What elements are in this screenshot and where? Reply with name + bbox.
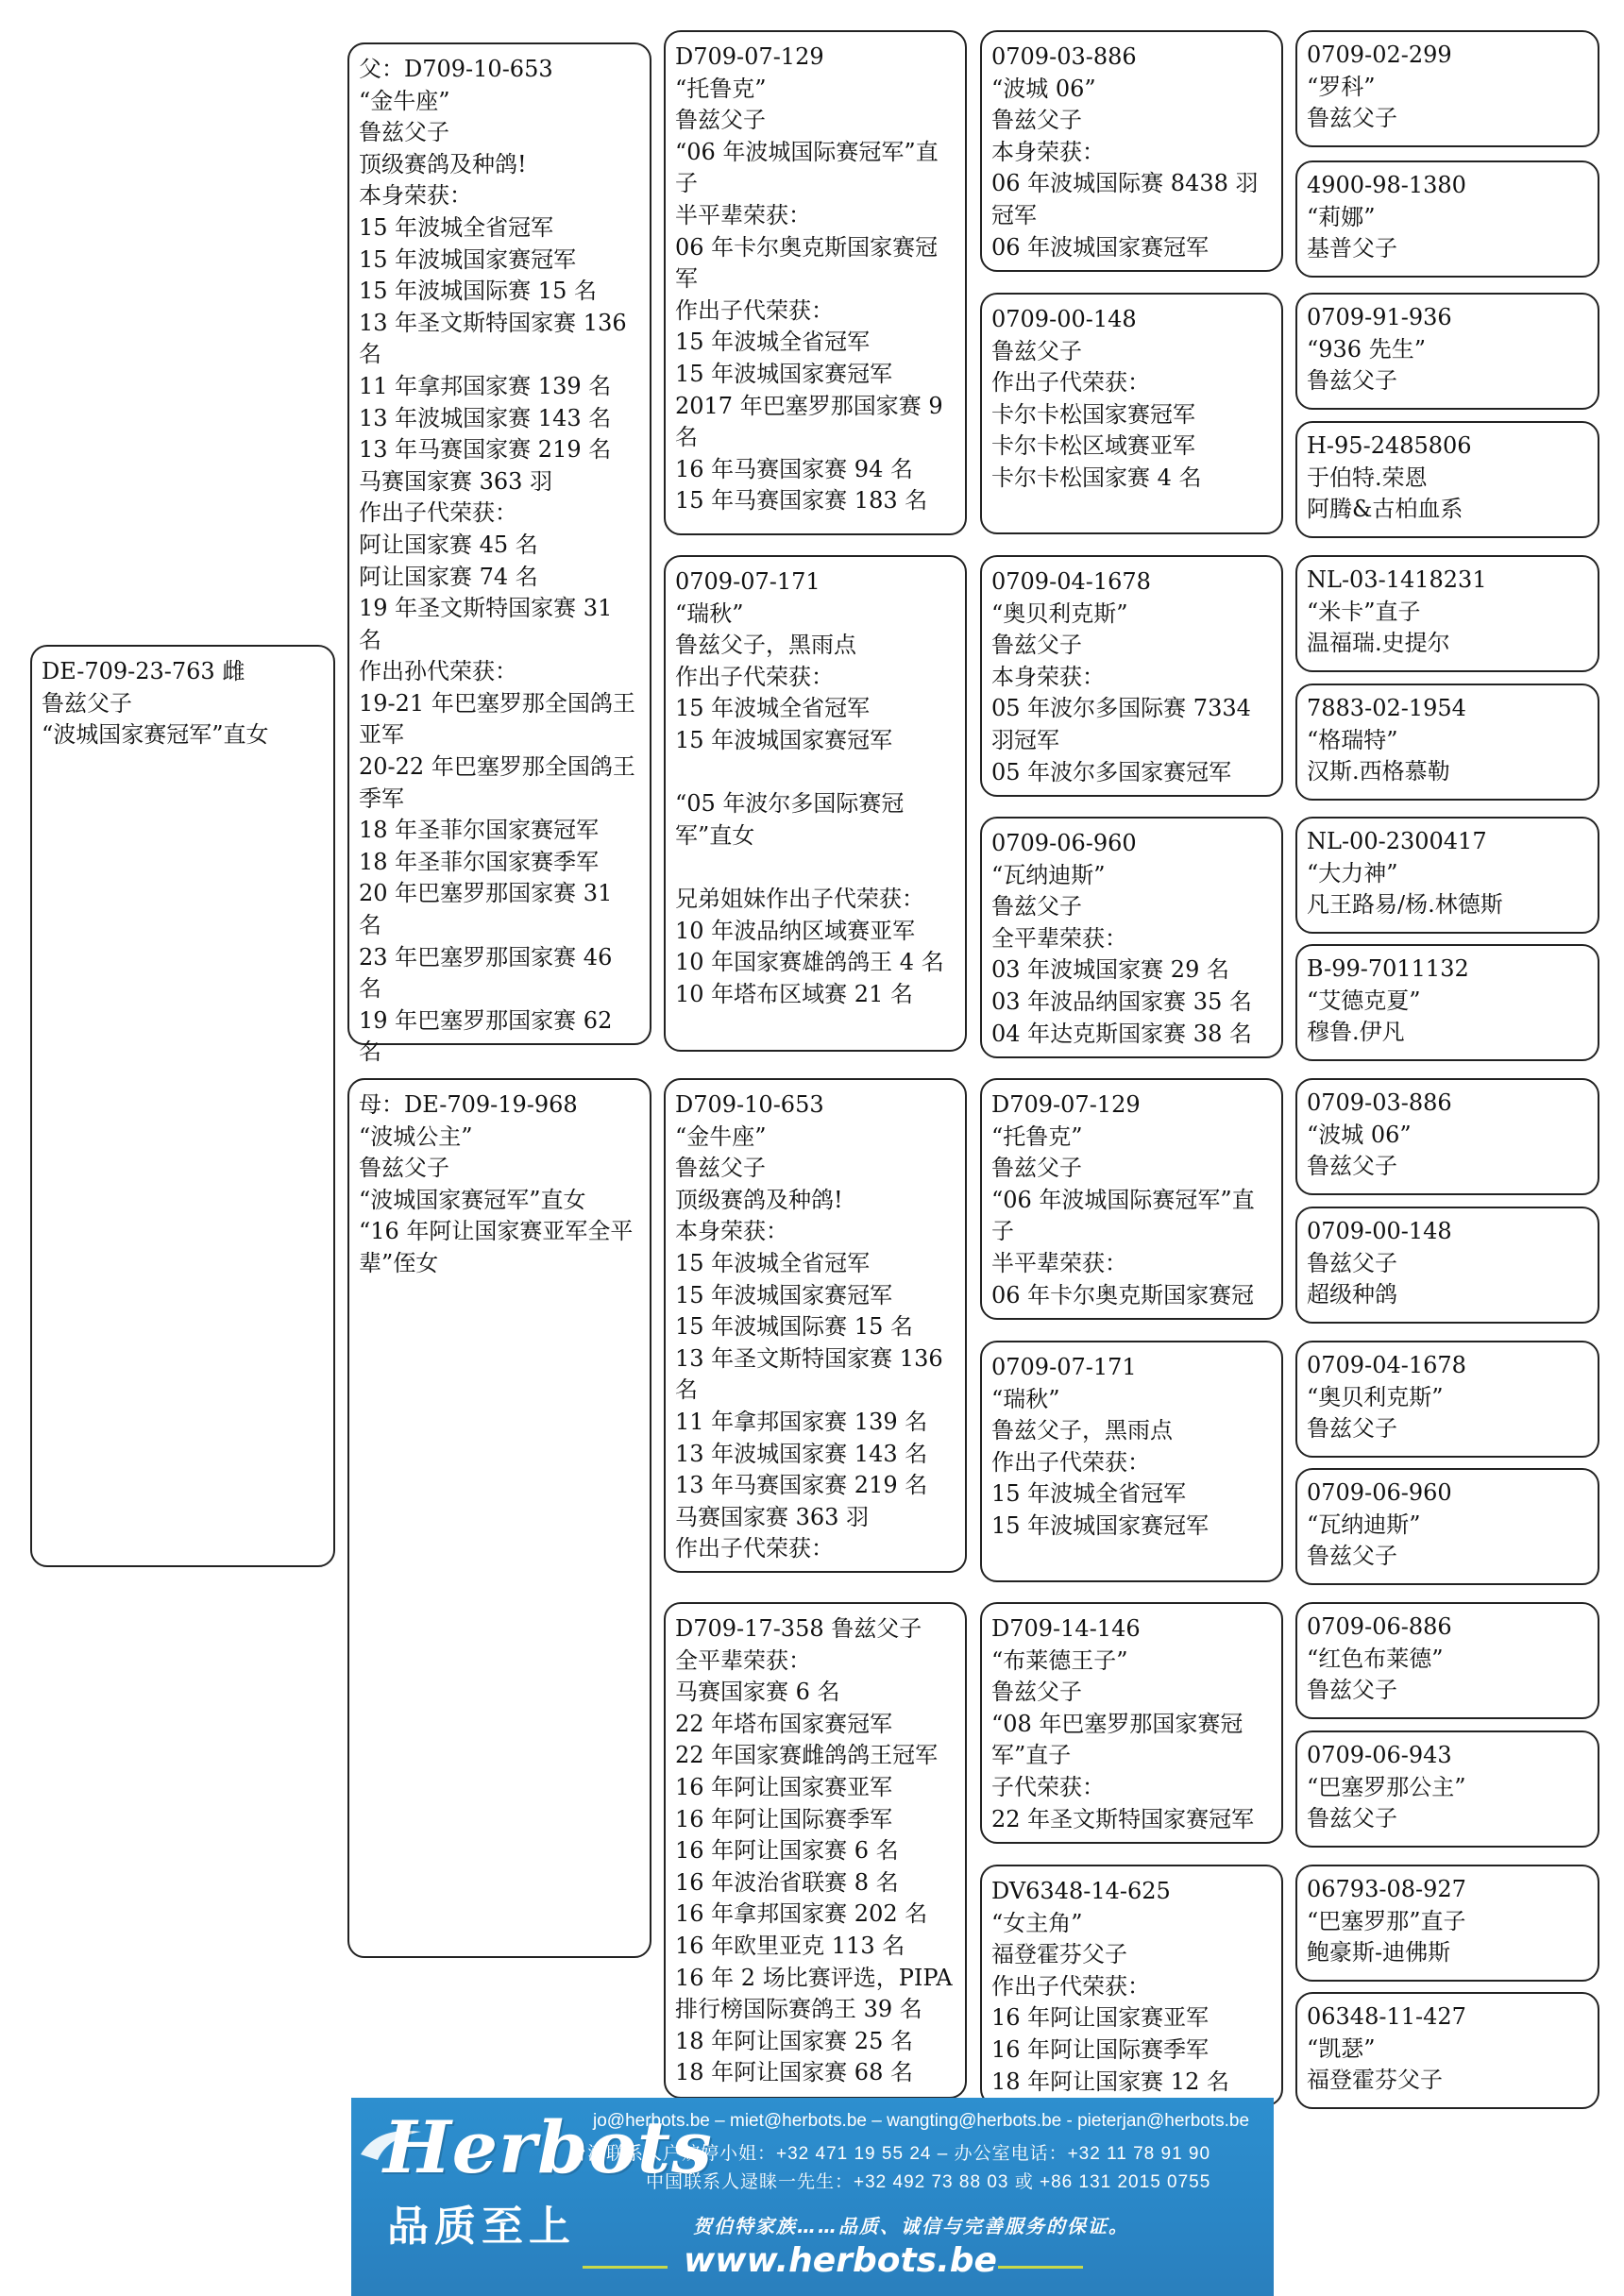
card-line: NL-00-2300417	[1307, 828, 1487, 854]
card-line: 06348-11-427	[1307, 2003, 1466, 2030]
card-line: 23 年巴塞罗那国家赛 46 名	[359, 943, 619, 1003]
card-line: 15 年波城国家赛冠军	[675, 1281, 893, 1308]
ggp-card-6	[980, 1341, 1283, 1582]
dam-sire-card	[664, 1078, 967, 1573]
card-line: “波城 06”	[1307, 1121, 1412, 1148]
card-line: 作出子代荣获：	[675, 1535, 834, 1562]
card-line: 鲁兹父子	[991, 1679, 1082, 1706]
subject-pigeon-card	[30, 645, 335, 1567]
card-line: DV6348-14-625	[991, 1878, 1171, 1904]
card-line: 18 年阿让国家赛 68 名	[675, 2059, 913, 2086]
card-line: 鲁兹父子	[42, 689, 132, 717]
card-line: “06 年波城国际赛冠军”直子	[991, 1186, 1255, 1245]
card-line: “波城公主”	[359, 1123, 473, 1150]
card-line: 16 年阿让国际赛季军	[675, 1805, 893, 1832]
herbots-logo: Herbots	[383, 2105, 713, 2189]
card-line: 卡尔卡松国家赛 4 名	[991, 464, 1202, 491]
card-line: 0709-07-171	[991, 1354, 1137, 1380]
website-link[interactable]: www.herbots.be	[684, 2241, 997, 2280]
card-line: 18 年阿让国家赛 25 名	[675, 2027, 913, 2054]
ggp-card-3	[980, 555, 1283, 797]
card-line: 0709-04-1678	[991, 568, 1151, 595]
card-line: 卡尔卡松区域赛亚军	[991, 432, 1195, 460]
ggp-card-1	[980, 30, 1283, 272]
card-line: 作出子代荣获：	[991, 1448, 1150, 1476]
card-line: “金牛座”	[675, 1123, 767, 1150]
card-line: D709-10-653	[675, 1091, 824, 1118]
email-contacts[interactable]: jo@herbots.be – miet@herbots.be – wangting@herbots.be - pieterjan@herbots.be	[593, 2111, 1250, 2131]
card-line: 13 年波城国家赛 143 名	[359, 404, 612, 431]
divider-left	[583, 2266, 668, 2269]
card-line: 15 年波城全省冠军	[675, 1249, 871, 1276]
card-line: “艾德克夏”	[1307, 987, 1421, 1014]
sire-dam-card	[664, 555, 967, 1052]
card-line: 10 年塔布区域赛 21 名	[675, 980, 913, 1007]
gen4-card-10	[1295, 1207, 1599, 1324]
card-line: 16 年 2 场比赛评选，PIPA 排行榜国际赛鸽王 39 名	[675, 1964, 960, 2023]
card-line: “奥贝利克斯”	[991, 599, 1128, 627]
card-line: 0709-07-171	[675, 568, 820, 595]
card-line: 鲁兹父子	[359, 119, 449, 146]
gen4-card-8	[1295, 944, 1599, 1061]
card-line: 鲍豪斯-迪佛斯	[1307, 1939, 1451, 1967]
gen4-card-6	[1295, 684, 1599, 801]
card-line: 本身荣获：	[991, 138, 1105, 165]
card-line: 16 年阿让国际赛季军	[991, 2035, 1210, 2063]
card-line: 22 年国家赛雌鸽鸽王冠军	[675, 1742, 939, 1769]
card-line: 福登霍芬父子	[991, 1941, 1127, 1968]
card-line: 全平辈荣获：	[675, 1646, 811, 1674]
card-line: 15 年波城全省冠军	[359, 213, 554, 241]
card-line: 鲁兹父子	[675, 1155, 766, 1182]
card-line: “波城国家赛冠军”直女	[42, 721, 269, 749]
card-line: 15 年波城全省冠军	[675, 695, 871, 722]
card-line: 作出子代荣获：	[675, 296, 834, 324]
card-line: “瑞秋”	[991, 1385, 1060, 1412]
card-line: 18 年圣菲尔国家赛季军	[359, 848, 600, 875]
card-line: “08 年巴塞罗那国家赛冠军”直子	[991, 1710, 1243, 1769]
card-line: 06 年波城国际赛 8438 羽冠军	[991, 170, 1259, 228]
card-line: 0709-00-148	[1307, 1218, 1452, 1244]
dam-card	[347, 1078, 651, 1958]
gen4-card-16	[1295, 1992, 1599, 2109]
card-line: 顶级赛鸽及种鸽!	[359, 150, 527, 177]
card-line: 于伯特.荣恩	[1307, 464, 1428, 491]
card-line: 0709-06-960	[991, 830, 1137, 856]
sire-card	[347, 42, 651, 1066]
card-line: 13 年圣文斯特国家赛 136 名	[359, 309, 634, 368]
card-line: 13 年马赛国家赛 219 名	[359, 436, 612, 464]
card-line: 卡尔卡松国家赛冠军	[991, 400, 1195, 428]
gen4-card-13	[1295, 1602, 1599, 1719]
card-line: 0709-06-943	[1307, 1742, 1452, 1768]
card-line: 顶级赛鸽及种鸽!	[675, 1186, 843, 1213]
ggp-card-5	[980, 1078, 1283, 1320]
gen4-card-1	[1295, 30, 1599, 147]
card-line: “瓦纳迪斯”	[1307, 1511, 1421, 1538]
card-line: 阿让国家赛 45 名	[359, 531, 538, 558]
card-line: 半平辈荣获：	[991, 1249, 1127, 1276]
card-line: 0709-03-886	[991, 43, 1137, 70]
card-line: 0709-00-148	[991, 306, 1137, 332]
card-line: D709-14-146	[991, 1615, 1141, 1642]
card-line: “波城国家赛冠军”直女	[359, 1186, 586, 1213]
card-line: 0709-04-1678	[1307, 1352, 1466, 1378]
card-line: 20-22 年巴塞罗那全国鸽王季军	[359, 753, 635, 812]
card-line: 鲁兹父子	[991, 1155, 1082, 1182]
card-line: 鲁兹父子	[1307, 1153, 1397, 1180]
card-line: 鲁兹父子	[1307, 105, 1397, 132]
card-line: “16 年阿让国家赛亚军全平辈”侄女	[359, 1218, 634, 1276]
ggp-card-2	[980, 293, 1283, 534]
card-line: 16 年拿邦国家赛 202 名	[675, 1900, 928, 1928]
ggp-card-4	[980, 817, 1283, 1058]
card-line: “06 年波城国际赛冠军”直子	[675, 138, 939, 197]
card-line: 鲁兹父子	[359, 1155, 449, 1182]
slogan: 品质至上	[387, 2203, 576, 2251]
card-line: 19-21 年巴塞罗那全国鸽王亚军	[359, 689, 635, 749]
card-line: 11 年拿邦国家赛 139 名	[675, 1408, 928, 1435]
card-line: 子代荣获：	[991, 1773, 1105, 1800]
sire-sire-card	[664, 30, 967, 535]
card-line: 18 年圣菲尔国家赛冠军	[359, 817, 600, 844]
card-line: 0709-06-960	[1307, 1479, 1452, 1506]
card-line: 全平辈荣获：	[991, 924, 1127, 952]
card-line: 马赛国家赛 363 羽	[675, 1503, 870, 1530]
card-line: 穆鲁.伊凡	[1307, 1019, 1405, 1046]
card-line: “布莱德王子”	[991, 1646, 1128, 1674]
card-line: D709-07-129	[675, 43, 824, 70]
card-line: 温福瑞.史提尔	[1307, 630, 1450, 657]
card-line: 鲁兹父子	[1307, 1677, 1397, 1704]
gen4-card-14	[1295, 1730, 1599, 1848]
card-line: 06 年卡尔奥克斯国家赛冠	[991, 1281, 1255, 1308]
card-line: 15 年波城国际赛 15 名	[675, 1313, 913, 1341]
card-line: 0709-03-886	[1307, 1089, 1452, 1116]
card-line: 2017 年巴塞罗那国家赛 9 名	[675, 392, 951, 451]
gen4-card-5	[1295, 555, 1599, 672]
card-line: 16 年马赛国家赛 94 名	[675, 455, 913, 482]
divider-right	[998, 2266, 1083, 2269]
card-line: 作出子代荣获：	[675, 663, 834, 690]
card-line: 鲁兹父子	[1307, 1249, 1397, 1276]
card-line: “瑞秋”	[675, 599, 744, 627]
ggp-card-7	[980, 1602, 1283, 1844]
card-line: 鲁兹父子	[1307, 1805, 1397, 1832]
card-line: D709-17-358 鲁兹父子	[675, 1615, 922, 1642]
card-line: 汉斯.西格慕勒	[1307, 758, 1450, 785]
card-line: 06793-08-927	[1307, 1876, 1466, 1902]
card-line: 阿让国家赛 74 名	[359, 563, 538, 590]
card-line: 本身荣获：	[991, 663, 1105, 690]
card-line: 福登霍芬父子	[1307, 2067, 1443, 2094]
card-line: “凯瑟”	[1307, 2034, 1376, 2062]
card-line: 鲁兹父子	[991, 107, 1082, 134]
herbots-banner	[351, 2098, 1274, 2296]
card-line: “巴塞罗那”直子	[1307, 1907, 1466, 1934]
card-line: 基普父子	[1307, 235, 1397, 262]
card-line: 0709-06-886	[1307, 1613, 1452, 1640]
card-line: 7883-02-1954	[1307, 695, 1466, 721]
card-line: 18 年阿让国家赛 12 名	[991, 2068, 1229, 2095]
card-line: “05 年波尔多国际赛冠军”直女	[675, 790, 905, 849]
card-line: 05 年波尔多国际赛 7334 羽冠军	[991, 695, 1259, 753]
card-line: D709-07-129	[991, 1091, 1141, 1118]
card-line: 鲁兹父子	[675, 107, 766, 134]
card-line: “红色布莱德”	[1307, 1645, 1444, 1672]
card-line: 13 年波城国家赛 143 名	[675, 1440, 928, 1467]
card-line: “936 先生”	[1307, 335, 1426, 363]
gen4-card-9	[1295, 1078, 1599, 1195]
gen4-card-11	[1295, 1341, 1599, 1458]
card-line: 10 年国家赛雄鸽鸽王 4 名	[675, 949, 944, 976]
card-line	[675, 757, 956, 789]
card-line: H-95-2485806	[1307, 432, 1472, 459]
card-line: “瓦纳迪斯”	[991, 861, 1106, 888]
card-line: 作出子代荣获：	[359, 499, 517, 527]
gen4-card-2	[1295, 160, 1599, 278]
card-line	[675, 852, 956, 884]
card-line: 鲁兹父子	[1307, 1415, 1397, 1443]
card-line: 10 年波品纳区域赛亚军	[675, 917, 916, 944]
card-line: 本身荣获：	[359, 182, 472, 210]
card-line: 作出孙代荣获：	[359, 658, 517, 685]
card-line: 鲁兹父子	[1307, 367, 1397, 395]
card-line: 16 年阿让国家赛亚军	[675, 1773, 893, 1800]
card-line: “格瑞特”	[1307, 726, 1398, 753]
card-line: 作出子代荣获：	[991, 369, 1150, 397]
card-line: 15 年波城国家赛冠军	[991, 1511, 1210, 1539]
card-line: 15 年马赛国家赛 183 名	[675, 487, 928, 515]
gen4-card-7	[1295, 817, 1599, 934]
card-line: 鲁兹父子	[991, 632, 1082, 659]
card-line: 16 年阿让国家赛亚军	[991, 2004, 1210, 2032]
card-line: 作出子代荣获：	[991, 1972, 1150, 2000]
card-line: “金牛座”	[359, 87, 450, 114]
card-line: 19 年巴塞罗那国家赛 62 名	[359, 1006, 619, 1066]
card-line: 16 年波治省联赛 8 名	[675, 1868, 899, 1896]
card-line: NL-03-1418231	[1307, 566, 1487, 593]
card-line: 半平辈荣获：	[675, 201, 811, 228]
card-line: 马赛国家赛 363 羽	[359, 467, 553, 495]
card-line: 05 年波尔多国家赛冠军	[991, 758, 1232, 785]
card-line: “米卡”直子	[1307, 598, 1421, 625]
card-line: 鲁兹父子	[991, 893, 1082, 920]
card-line: “巴塞罗那公主”	[1307, 1773, 1466, 1800]
tagline: 贺伯特家族……品质、诚信与完善服务的保证。	[693, 2215, 1129, 2237]
card-line: 0709-91-936	[1307, 304, 1452, 330]
card-line: 4900-98-1380	[1307, 172, 1466, 198]
gen4-card-12	[1295, 1468, 1599, 1585]
card-line: 20 年巴塞罗那国家赛 31 名	[359, 880, 619, 939]
card-line: 本身荣获：	[675, 1218, 788, 1245]
card-line: B-99-7011132	[1307, 955, 1469, 982]
card-line: “女主角”	[991, 1909, 1083, 1936]
card-line: 15 年波城全省冠军	[675, 329, 871, 356]
card-line: 父：D709-10-653	[359, 56, 553, 82]
card-line: 15 年波城国际赛 15 名	[359, 278, 597, 305]
card-line: 13 年马赛国家赛 219 名	[675, 1472, 928, 1499]
card-line: 06 年卡尔奥克斯国家赛冠军	[675, 233, 939, 293]
card-line: 22 年塔布国家赛冠军	[675, 1710, 893, 1737]
card-line: 鲁兹父子，黑雨点	[991, 1417, 1173, 1444]
china-contact: 中国联系人逯睐一先生：+32 492 73 88 03 或 +86 131 2015 0755	[646, 2172, 1211, 2192]
card-line: 19 年圣文斯特国家赛 31 名	[359, 595, 619, 653]
card-line: “波城 06”	[991, 75, 1096, 102]
card-line: 16 年阿让国家赛 6 名	[675, 1837, 899, 1865]
dam-dam-card	[664, 1602, 967, 2099]
card-line: 兄弟姐妹作出子代荣获：	[675, 885, 924, 912]
taiwan-contact: 台湾联系人户婉婷小姐：+32 471 19 55 24 – 办公室电话：+32 11 78 91 90	[568, 2144, 1211, 2164]
gen4-card-4	[1295, 421, 1599, 538]
card-line: 03 年波品纳国家赛 35 名	[991, 988, 1252, 1015]
card-line: 15 年波城全省冠军	[991, 1480, 1187, 1508]
card-line: “罗科”	[1307, 73, 1376, 100]
card-line: “莉娜”	[1307, 203, 1376, 230]
ggp-card-8	[980, 1865, 1283, 2106]
card-line: 鲁兹父子	[1307, 1543, 1397, 1570]
card-line: 马赛国家赛 6 名	[675, 1679, 840, 1706]
gen4-card-15	[1295, 1865, 1599, 1982]
card-line: 04 年达克斯国家赛 38 名	[991, 1020, 1252, 1047]
gen4-card-3	[1295, 293, 1599, 410]
card-line: 15 年波城国家赛冠军	[675, 360, 893, 387]
card-line: 15 年波城国家赛冠军	[675, 726, 893, 753]
card-line: 凡王路易/杨.林德斯	[1307, 891, 1503, 919]
card-line: 母：DE-709-19-968	[359, 1091, 578, 1118]
card-line: 阿腾&古柏血系	[1307, 496, 1463, 523]
card-line: 13 年圣文斯特国家赛 136 名	[675, 1344, 951, 1404]
card-line: 鲁兹父子	[991, 337, 1082, 364]
card-line: 0709-02-299	[1307, 42, 1452, 68]
card-line: 06 年波城国家赛冠军	[991, 233, 1210, 261]
card-line: 超级种鸽	[1307, 1281, 1397, 1308]
card-line: 11 年拿邦国家赛 139 名	[359, 372, 612, 399]
card-line: 16 年欧里亚克 113 名	[675, 1932, 905, 1959]
card-line: “托鲁克”	[675, 75, 767, 102]
card-line: 22 年圣文斯特国家赛冠军	[991, 1805, 1255, 1832]
card-line: 03 年波城国家赛 29 名	[991, 956, 1229, 984]
card-line: “大力神”	[1307, 859, 1398, 886]
card-line: “奥贝利克斯”	[1307, 1383, 1444, 1410]
card-line: 15 年波城国家赛冠军	[359, 245, 577, 273]
card-line: DE-709-23-763 雌	[42, 658, 245, 684]
card-line: “托鲁克”	[991, 1123, 1083, 1150]
card-line: 鲁兹父子，黑雨点	[675, 632, 856, 659]
